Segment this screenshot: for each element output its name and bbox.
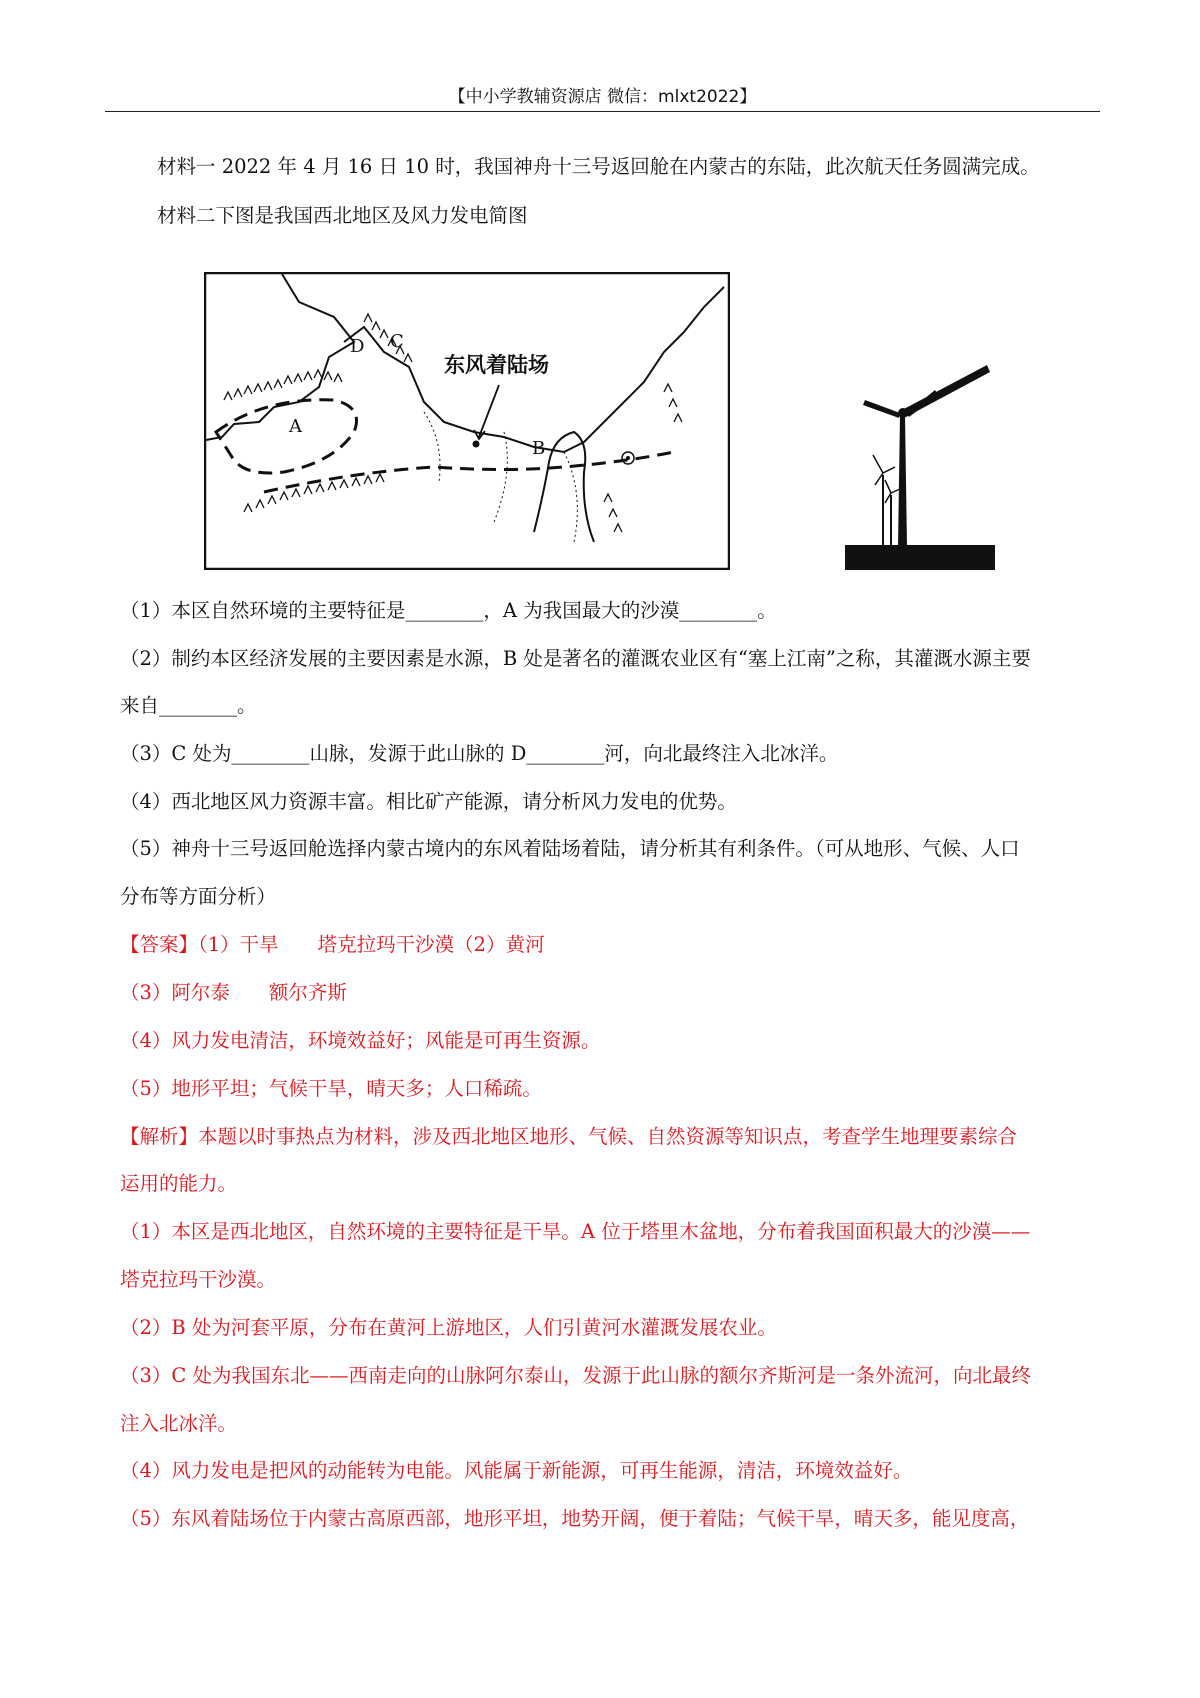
analysis-line-6: （3）C 处为我国东北——西南走向的山脉阿尔泰山，发源于此山脉的额尔齐斯河是一条外流河，向北最终	[120, 1364, 1032, 1387]
analysis-line-5: （2）B 处为河套平原，分布在黄河上游地区，人们引黄河水灌溉发展农业。	[120, 1316, 777, 1339]
answer-line-2: （3）阿尔泰 额尔齐斯	[120, 981, 347, 1004]
label-a: A	[289, 416, 302, 437]
label-d: D	[350, 336, 365, 357]
answer-line-3: （4）风力发电清洁，环境效益好；风能是可再生资源。	[120, 1029, 601, 1052]
turbine-blade-3	[907, 390, 938, 417]
ground	[845, 545, 995, 570]
analysis-line-3: （1）本区是西北地区，自然环境的主要特征是干旱。A 位于塔里木盆地，分布着我国面积最大的沙漠——	[120, 1220, 1031, 1243]
landing-site-label: 东风着陆场	[444, 353, 549, 377]
analysis-line-2: 运用的能力。	[120, 1172, 238, 1195]
page-header: 【中小学教辅资源店 微信：mlxt2022】	[448, 87, 757, 107]
question-2-line-1: （2）制约本区经济发展的主要因素是水源，B 处是著名的灌溉农业区有“塞上江南”之称，其灌溉水源主要	[120, 647, 1031, 670]
answer-line-4: （5）地形平坦；气候干旱，晴天多；人口稀疏。	[120, 1077, 542, 1100]
label-c: C	[390, 331, 404, 352]
question-3: （3）C 处为________山脉，发源于此山脉的 D________河，向北最终注入北冰洋。	[120, 742, 839, 765]
turbine-blade-2	[863, 400, 900, 418]
analysis-line-9: （5）东风着陆场位于内蒙古高原西部，地形平坦，地势开阔，便于着陆；气候干旱，晴天多，能见度高，	[120, 1507, 1030, 1530]
analysis-line-4: 塔克拉玛干沙漠。	[120, 1268, 277, 1291]
turbine-tower	[898, 415, 907, 547]
question-2-line-2: 来自________。	[120, 694, 257, 717]
landing-site-dot	[473, 441, 480, 448]
northwest-china-map	[204, 272, 730, 570]
analysis-line-8: （4）风力发电是把风的动能转为电能。风能属于新能源，可再生能源，清洁，环境效益好。	[120, 1459, 913, 1482]
analysis-line-1: 【解析】本题以时事热点为材料，涉及西北地区地形、气候、自然资源等知识点，考查学生地理要素综合	[120, 1125, 1018, 1148]
answer-line-1: 【答案】（1）干旱 塔克拉玛干沙漠（2）黄河	[120, 933, 545, 956]
label-b: B	[532, 438, 546, 459]
city-dot	[626, 456, 630, 460]
question-1: （1）本区自然环境的主要特征是________，A 为我国最大的沙漠________。	[120, 599, 777, 622]
small-blades-2	[885, 480, 900, 503]
question-4: （4）西北地区风力资源丰富。相比矿产能源，请分析风力发电的优势。	[120, 790, 737, 813]
question-5-line-2: 分布等方面分析）	[120, 885, 277, 908]
analysis-line-7: 注入北冰洋。	[120, 1412, 238, 1435]
header-rule	[105, 111, 1100, 112]
material-two: 材料二下图是我国西北地区及风力发电简图	[157, 204, 528, 227]
question-5-line-1: （5）神舟十三号返回舱选择内蒙古境内的东风着陆场着陆，请分析其有利条件。（可从地形、气候、人口	[120, 837, 1020, 860]
material-one: 材料一 2022 年 4 月 16 日 10 时，我国神舟十三号返回舱在内蒙古的东陆，此次航天任务圆满完成。	[157, 155, 1040, 178]
wind-turbine-illustration	[845, 355, 995, 570]
turbine-hub	[898, 408, 908, 418]
